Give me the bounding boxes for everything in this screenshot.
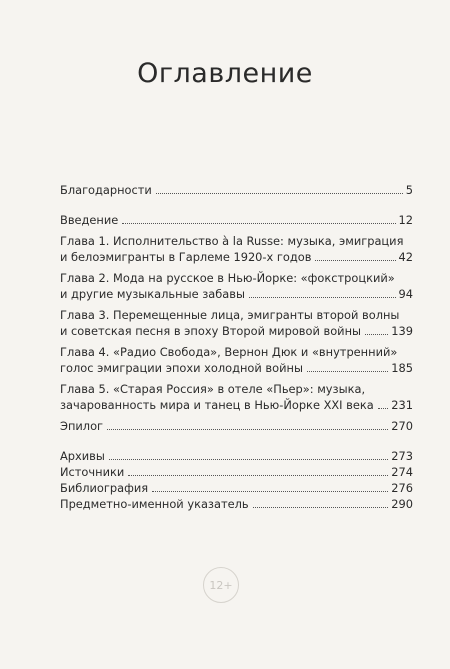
page-number: 185 <box>391 361 413 375</box>
toc-entry-acknowledgements: Благодарности 5 <box>60 183 413 197</box>
toc-entry-chapter-5: Глава 5. «Старая Россия» в отеле «Пьер»: музыка, зачарованность мира и танец в Нью-Йорке XXI века 231 <box>60 382 413 412</box>
leader-dots <box>365 333 388 335</box>
toc-entry-sources: Источники 274 <box>60 465 413 479</box>
toc-entry-index: Предметно-именной указатель 290 <box>60 497 413 511</box>
page-number: 290 <box>391 497 413 511</box>
page-number: 12 <box>398 213 413 227</box>
leader-dots <box>253 506 389 508</box>
leader-dots <box>315 259 395 261</box>
leader-dots <box>122 222 395 224</box>
toc-entry-introduction: Введение 12 <box>60 213 413 227</box>
leader-dots <box>107 428 388 430</box>
leader-dots <box>378 407 389 409</box>
leader-dots <box>152 490 388 492</box>
toc-entry-chapter-3: Глава 3. Перемещенные лица, эмигранты второй волны и советская песня в эпоху Второй мировой войны 139 <box>60 308 413 338</box>
page-number: 273 <box>391 449 413 463</box>
page-number: 94 <box>398 287 413 301</box>
leader-dots <box>128 474 388 476</box>
leader-dots <box>109 458 388 460</box>
page-number: 276 <box>391 481 413 495</box>
leader-dots <box>249 296 396 298</box>
page-number: 139 <box>391 324 413 338</box>
page-number: 5 <box>405 183 413 197</box>
page-number: 231 <box>391 398 413 412</box>
toc-entry-chapter-4: Глава 4. «Радио Свобода», Вернон Дюк и «внутренний» голос эмиграции эпохи холодной войны 185 <box>60 345 413 375</box>
table-of-contents <box>60 182 413 512</box>
toc-entry-chapter-2: Глава 2. Мода на русское в Нью-Йорке: «фокстроцкий» и другие музыкальные забавы 94 <box>60 271 413 301</box>
page-number: 42 <box>398 250 413 264</box>
page-title: Оглавление <box>137 58 313 89</box>
leader-dots <box>156 192 403 194</box>
toc-entry-archives: Архивы 273 <box>60 449 413 463</box>
leader-dots <box>307 370 388 372</box>
toc-entry-epilogue: Эпилог 270 <box>60 419 413 433</box>
page-number: 274 <box>391 465 413 479</box>
toc-entry-chapter-1: Глава 1. Исполнительство à la Russe: музыка, эмиграция и белоэмигранты в Гарлеме 1920-х годов 42 <box>60 234 413 264</box>
age-rating-badge: 12+ <box>203 567 239 603</box>
page-number: 270 <box>391 419 413 433</box>
toc-entry-bibliography: Библиография 276 <box>60 481 413 495</box>
